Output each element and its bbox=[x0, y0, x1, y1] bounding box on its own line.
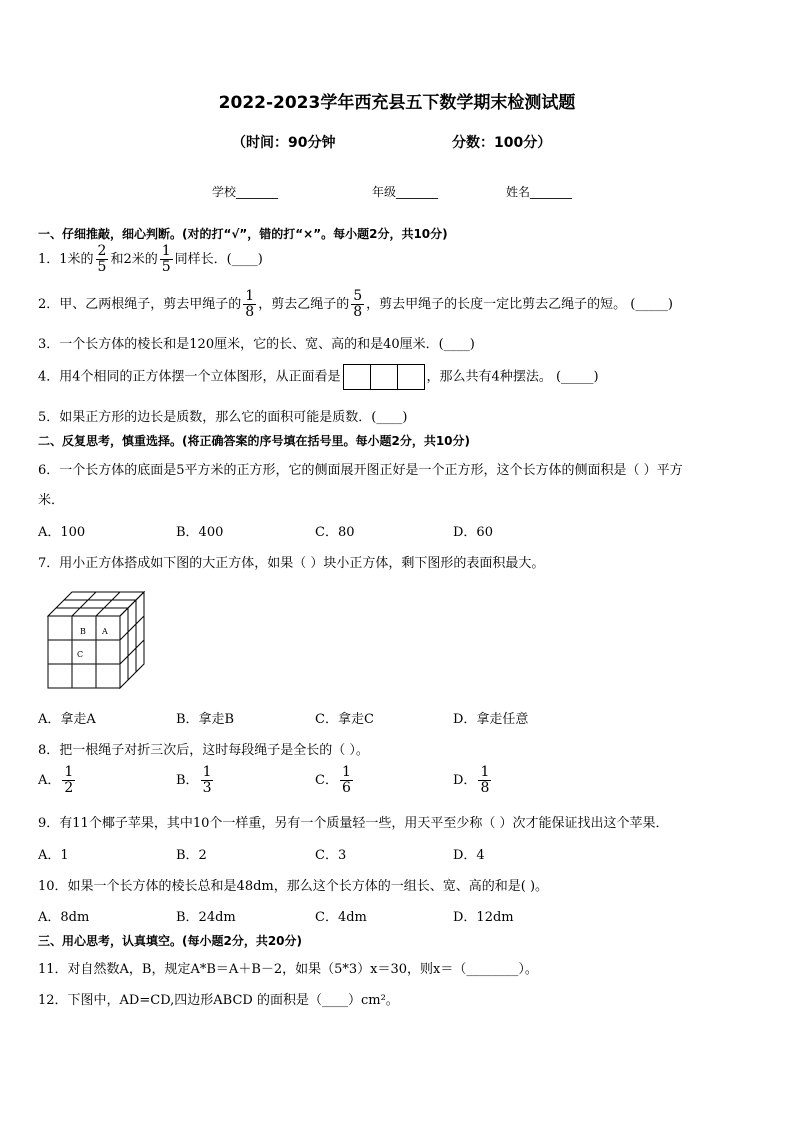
cube-figure bbox=[44, 588, 148, 692]
question-2 bbox=[38, 289, 673, 320]
q8-option-b: B． $\frac{1}{3}$ bbox=[176, 764, 212, 796]
exam-score: 分数：100分） bbox=[452, 135, 552, 151]
question-1 bbox=[38, 244, 263, 275]
q7-option-c: C．拿走C bbox=[315, 712, 374, 727]
q9-option-d: D．4 bbox=[453, 848, 485, 863]
fraction: $\frac{2}{5}$ bbox=[97, 243, 107, 275]
q10-option-c: C．4dm bbox=[315, 910, 367, 925]
q9-option-b: B．2 bbox=[176, 848, 207, 863]
q1-text-b: 和2米的 bbox=[110, 252, 158, 267]
question-6-line-2: 米． bbox=[38, 493, 65, 508]
question-3: 3．一个长方体的棱长和是120厘米，它的长、宽、高的和是40厘米．(____) bbox=[38, 337, 475, 352]
front-view-figure bbox=[343, 364, 425, 390]
label-a: A bbox=[102, 627, 108, 636]
q4-text-b: ，那么共有4种摆法。 (_____) bbox=[426, 369, 599, 385]
question-4 bbox=[38, 364, 599, 391]
exam-time: （时间：90分钟 bbox=[232, 135, 336, 151]
section-1-heading: 一、仔细推敲，细心判断。(对的打“√”，错的打“×”。每小题2分，共10分) bbox=[38, 227, 448, 241]
question-10: 10．如果一个长方体的棱长总和是48dm，那么这个长方体的一组长、宽、高的和是( )。 bbox=[38, 879, 549, 894]
q10-option-b: B．24dm bbox=[176, 910, 236, 925]
question-11: 11．对自然数A，B，规定A*B＝A＋B－2，如果（5*3）x＝30，则x＝（________）。 bbox=[38, 962, 538, 977]
q6-option-c: C．80 bbox=[315, 525, 355, 540]
q9-option-a: A．1 bbox=[38, 848, 69, 863]
name-field: 姓名_______ bbox=[506, 185, 573, 199]
q7-option-b: B．拿走B bbox=[176, 712, 235, 727]
fraction: $\frac{1}{8}$ bbox=[245, 288, 255, 320]
q6-option-a: A．100 bbox=[38, 525, 86, 540]
fraction: $\frac{1}{5}$ bbox=[161, 243, 171, 275]
grade-field: 年级_______ bbox=[372, 185, 439, 199]
question-8: 8．把一根绳子对折三次后，这时每段绳子是全长的（ ）。 bbox=[38, 743, 369, 758]
q1-text-c: 同样长．(____) bbox=[174, 252, 263, 267]
q7-option-a: A．拿走A bbox=[38, 712, 96, 727]
q6-option-d: D．60 bbox=[453, 525, 493, 540]
q2-text-c: ，剪去甲绳子的长度一定比剪去乙绳子的短。 (_____) bbox=[366, 297, 673, 312]
q4-text-a: 4．用4个相同的正方体摆一个立体图形，从正面看是 bbox=[38, 369, 341, 385]
question-6-line-1: 6．一个长方体的底面是5平方米的正方形，它的侧面展开图正好是一个正方形，这个长方体的侧面积是（ ）平方 bbox=[38, 463, 683, 478]
q7-option-d: D．拿走任意 bbox=[453, 712, 529, 727]
q2-text-a: 2．甲、乙两根绳子，剪去甲绳子的 bbox=[38, 297, 242, 312]
page-title: 2022-2023学年西充县五下数学期末检测试题 bbox=[218, 93, 576, 113]
q8-option-d: D． $\frac{1}{8}$ bbox=[453, 764, 490, 796]
section-3-heading: 三、用心思考，认真填空。(每小题2分，共20分) bbox=[38, 934, 303, 948]
q1-text-a: 1．1米的 bbox=[38, 252, 94, 267]
q8-option-c: C． $\frac{1}{6}$ bbox=[315, 764, 351, 796]
q10-option-d: D．12dm bbox=[453, 910, 514, 925]
q9-option-c: C．3 bbox=[315, 848, 347, 863]
q10-option-a: A．8dm bbox=[38, 910, 90, 925]
question-5: 5．如果正方形的边长是质数，那么它的面积可能是质数．(____) bbox=[38, 410, 408, 425]
fraction: $\frac{5}{8}$ bbox=[353, 288, 363, 320]
question-12: 12．下图中，AD=CD,四边形ABCD 的面积是（____）cm²。 bbox=[38, 993, 399, 1008]
q6-option-b: B．400 bbox=[176, 525, 224, 540]
school-field: 学校_______ bbox=[212, 185, 279, 199]
section-2-heading: 二、反复思考，慎重选择。(将正确答案的序号填在括号里。每小题2分，共10分) bbox=[38, 434, 471, 448]
q8-option-a: A． $\frac{1}{2}$ bbox=[38, 764, 74, 796]
question-7: 7．用小正方体搭成如下图的大正方体，如果（ ）块小正方体，剩下图形的表面积最大。 bbox=[38, 556, 545, 571]
q2-text-b: ，剪去乙绳子的 bbox=[258, 297, 350, 312]
label-b: B bbox=[80, 627, 86, 636]
question-9: 9．有11个椰子苹果，其中10个一样重，另有一个质量轻一些，用天平至少称（ ）次才能保证找出这个苹果． bbox=[38, 816, 669, 831]
label-c: C bbox=[77, 650, 84, 659]
